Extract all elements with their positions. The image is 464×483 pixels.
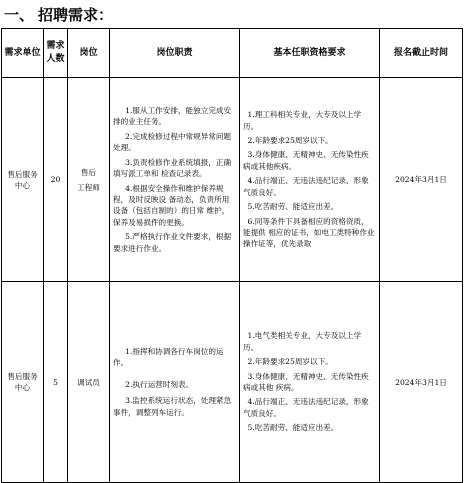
requirement-item: 5.吃苦耐劳、能适应出差。 <box>247 202 339 212</box>
header-duties: 岗位职责 <box>110 29 240 78</box>
cell-duties <box>110 78 240 282</box>
post-line: 调试员 <box>77 377 100 387</box>
header-unit: 需求单位 <box>2 29 44 78</box>
requirement-item: 2.年龄要求25周岁以下。 <box>247 357 333 367</box>
cell-requirements <box>240 282 380 483</box>
header-requirements: 基本任职资格要求 <box>240 29 380 78</box>
duty-item: 1.指挥和协调各行车岗位的运作。 <box>113 346 224 368</box>
requirement-item: 5.吃苦耐劳、能适应出差。 <box>247 423 339 433</box>
requirement-item: 6.同等条件下具备相应的资格资质，能提供 相应的证书，如电工类特种作业操作证等，优先录取 <box>243 216 375 249</box>
requirement-item: 3.身体健康、无精神史、无传染性疾病或其他疾病。 <box>243 150 369 171</box>
post-line: 工程师 <box>77 182 100 192</box>
cell-unit: 售后服务中心 <box>2 282 44 483</box>
post-line: 售后 <box>80 167 97 177</box>
duty-item: 3.监控系统运行状态，处理紧急事件，调整列车运行。 <box>113 396 232 417</box>
header-post: 岗位 <box>68 29 110 78</box>
cell-requirements <box>240 78 380 282</box>
requirement-item: 4.品行端正、无违法违纪记录，形象气质良好。 <box>243 397 369 418</box>
section-number: 一、 <box>4 6 35 24</box>
requirement-item: 1.电气类相关专业，大专及以上学历。 <box>243 331 362 352</box>
duty-item: 2.执行运营时刻表。 <box>125 379 194 389</box>
header-count: 需求人数 <box>44 29 68 78</box>
section-heading <box>4 2 113 28</box>
table-header-row <box>2 29 463 78</box>
recruitment-table <box>1 28 463 483</box>
requirement-item: 1.理工科相关专业，大专及以上学历。 <box>243 110 362 131</box>
cell-post <box>68 78 110 282</box>
duty-item: 3.负责检修作业系统填报，正确填写派工单和 检查记录表。 <box>113 157 232 179</box>
cell-count: 5 <box>44 282 68 483</box>
duty-item: 1.服从工作安排，能独立完成安排的业主任务。 <box>113 106 232 127</box>
duty-item: 5.严格执行作业文件要求，根据要求进行作业。 <box>113 232 232 253</box>
cell-post <box>68 282 110 483</box>
cell-count: 20 <box>44 78 68 282</box>
requirement-item: 2.年龄要求25周岁以下。 <box>247 136 333 146</box>
requirement-item: 4.品行端正、无违法违纪记录、形象气质良好。 <box>243 176 369 197</box>
cell-deadline: 2024年3月1日 <box>380 282 463 483</box>
cell-deadline: 2024年3月1日 <box>380 78 463 282</box>
section-title: 招聘需求： <box>38 6 114 24</box>
table-row <box>2 282 463 483</box>
requirement-item: 3.身体健康、无精神史、无传染性疾病或其他 疾病。 <box>243 371 369 392</box>
header-deadline: 报名截止时间 <box>380 29 463 78</box>
table-row <box>2 78 463 282</box>
duty-item: 4.根据安全操作和维护保养规程，及时反映设 备动态，负责所用设备（包括自制的）的日常 维护，保养及易损件的更换。 <box>113 183 230 227</box>
cell-unit: 售后服务中心 <box>2 78 44 282</box>
cell-duties <box>110 282 240 483</box>
duty-item: 2.完成检修过程中常规异常问题处理。 <box>113 131 232 153</box>
